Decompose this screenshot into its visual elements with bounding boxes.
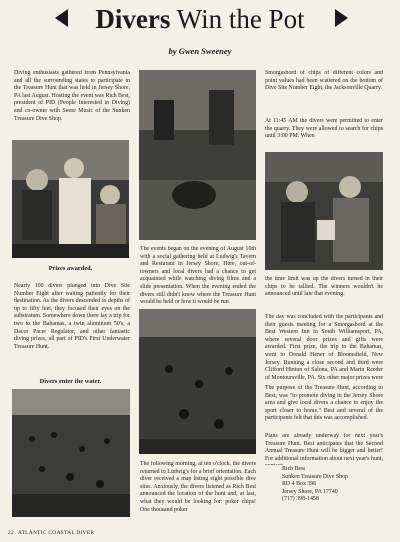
photo-divers-entering-water — [12, 389, 130, 517]
paragraph-divers-plunged: Nearly 100 divers plunged into Dive Site Number Eight after waiting patiently for their destination. As the divers descended to depths of up to fifty feet, they focused their eyes on the substratum. Somewhere down there lay a trip for two to the Bahamas, a twin aluminum 50's, a Dacor Pacer Regulator, and other fantastic diving prizes, all part of PID's First Underwater Treasure Hunt. — [14, 283, 130, 350]
paragraph-events-began: The events began on the evening of August 10th with a social gathering held at Ludwig's Tavern and Resturant in Jersey Shore. Here, out-of-towners and local divers had a chance to get acquainted while watching diving films and a slide presentation. When the evening ended the divers still didn't know where the Treasure Hunt would be held or how it would be run. — [140, 246, 256, 304]
caption-water: Divers enter the water. — [39, 378, 102, 385]
contact-phone: (717) 398-1458 — [282, 496, 319, 503]
paragraph-day-concluded: The day was concluded with the participants and their guests meeting for a Smorgasbord at the Best Western Inn in South Williamsport, PA, where several door prizes and gifts were awarded. First prize, the trip to the Bahamas, went to Donald Hener of Bloomsfield, New Jersey. Running a close second and third were Clifford Hinton of Salona, PA and Marin Reeder of Montoursville, PA. Six other major prizes were — [265, 314, 383, 381]
paragraph-next-year: Plans are already underway for next year's Treasure Hunt. Best anticipates that the Second Annual Treasure Hunt will be bigger and better! For additional information about next year's hunt, — [265, 433, 383, 462]
contact-city: Jersey Shore, PA 17740 — [282, 488, 338, 495]
paragraph-entered-quarry: At 11:45 AM the divers were permitted to enter the quarry. They were allowed to search for chips until 3:00 PM. When — [265, 118, 383, 140]
paragraph-purpose: The purpose of the Treasure Hunt, according to Best, was "to promote diving in the Jersey Shore area and give local divers a chance to enjoy the sport closer to home." Best and several of the participants felt that this was accomplished. — [265, 385, 383, 422]
magazine-name: ATLANTIC COASTAL DIVER — [18, 530, 95, 536]
title-rest: Win the Pot — [170, 4, 305, 34]
paragraph-following-morning: The following morning, at ten o'clock, the divers returned to Ludwig's for a brief orientation. Each diver received a map listing eight possible dive sites. Anxiously, the divers listened as Rich Best announced the location of the hunt and, at last, what they would be looking for: poker chips! One thousand poker — [140, 461, 256, 513]
triangle-right-icon — [335, 9, 348, 27]
photo-diver-in-quarry — [139, 70, 256, 240]
byline: by Gwen Sweeney — [168, 46, 232, 56]
paragraph-smorgasbord-chips: Smorgasbord of chips of different colors and point values had been scattered on the bottom of Dive Site Number Eight, the Jacksonville Quarry. — [265, 70, 383, 92]
caption-prizes: Prizes awarded. — [48, 265, 93, 272]
paragraph-time-limit: the time limit was up the divers turned in their chips to be tallied. The winners wouldn't be announced until late that evening. — [265, 276, 383, 298]
photo-chip-count — [265, 152, 383, 270]
photo-prize-winners — [12, 140, 129, 258]
contact-shop: Sunken Treasure Dive Shop — [282, 473, 348, 480]
contact-name: Rich Best — [282, 466, 306, 472]
photo-divers-at-surface — [139, 309, 256, 454]
page-number: 22 — [8, 530, 14, 536]
paragraph-intro: Diving enthusiasts gathered from Pennsylvania and all the surrounding states to participate in the Treasure Hunt that was held in Jersey Shore, PA last August. Hosting the event was Rich Best, president of PID (People Interested in Diving) and co-owner with Seese Music of the Sunken Treasure Dive Shop. — [14, 70, 130, 122]
title-bold: Divers — [95, 4, 171, 34]
contact-block — [282, 466, 392, 504]
page-footer — [8, 530, 94, 536]
contact-address: RD 4 Box 396 — [282, 481, 317, 488]
